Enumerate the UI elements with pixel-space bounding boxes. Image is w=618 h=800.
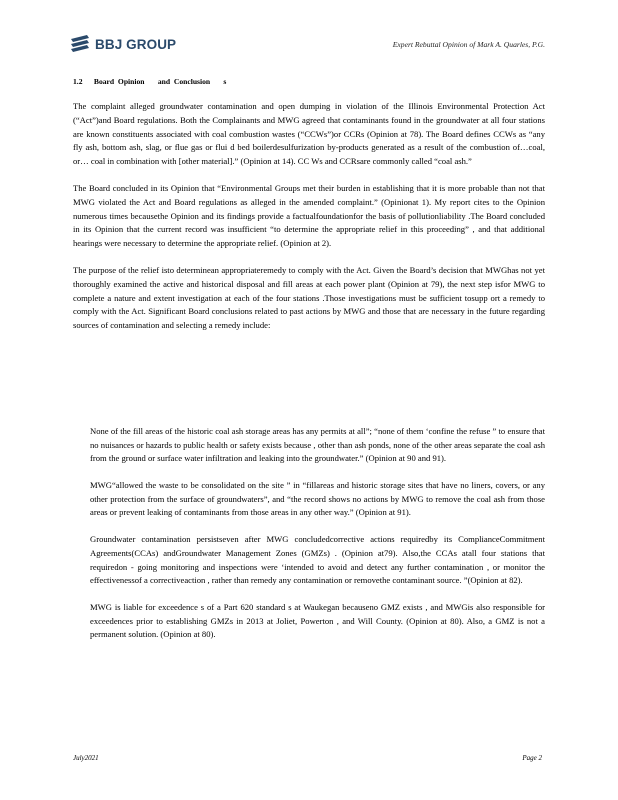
- paragraph: The purpose of the relief isto determinean appropriateremedy to comply with the Act. Given the Board’s decision that MWGhas not yet thoroughly examined the active and historical disposal and fill areas at each power plant (Opinion at 79), the next step isfor MWG to complete a nature and extent investigation at each of the four stations .Those investigations must be sufficient tosupp ort a remedy to comply with the Act. Significant Board conclusions related to past actions by MWG and those that are necessary in the future regarding sources of contamination and selecting a remedy include:: [73, 264, 545, 331]
- list-item: [73, 601, 545, 642]
- paragraph: The Board concluded in its Opinion that “Environmental Groups met their burden in establishing that it is more probable than not that MWG violated the Act and Board regulations as alleged in the amended complaint.” (Opinionat 1). My report cites to the Opinion numerous times becausethe Opinion and its findings provide a factualfoundationfor the basis of pollutionliability .The Board concluded in its Opinion that the current record was insufficient “to determine the appropriate relief in this proceeding” , and that additional hearings were necessary to determine the appropriate relief. (Opinion at 2).: [73, 182, 545, 249]
- list-item: [73, 425, 545, 466]
- section-heading: 1.2 Board Opinion and Conclusion s: [73, 77, 227, 86]
- bullet-glyph-icon: [73, 479, 90, 520]
- bullet-list: [73, 425, 545, 655]
- logo-text: BBJ GROUP: [95, 36, 177, 52]
- paragraph: The complaint alleged groundwater contamination and open dumping in violation of the Illinois Environmental Protection Act (“Act”)and Board regulations. Both the Complainants and MWG agreed that contaminants found in the groundwater at all four stations are known constituents associated with coal combustion wastes (“CCWs”)or CCRs (Opinion at 78). The Board defines CCWs as “any fly ash, bottom ash, slag, or flue gas or flui d bed boilerdesulfurization by-products generated as a result of the combustion of…coal, or… coal in combination with [other material].” (Opinion at 14). CC Ws and CCRsare commonly called “coal ash.”: [73, 101, 545, 167]
- bullet-glyph-icon: [73, 601, 90, 642]
- bullet-text: None of the fill areas of the historic coal ash storage areas has any permits at all”; “none of them ‘confine the refuse ” to ensure that no nuisances or hazards to public health or safety exists because , other than ash ponds, none of the other areas separate the coal ash from the ground or surface water infiltration and leaking into the groundwater.” (Opinion at 90 and 91).: [90, 426, 545, 464]
- company-logo: [70, 34, 176, 54]
- list-item: [73, 533, 545, 587]
- bullet-text: MWG“allowed the waste to be consolidated on the site ” in “fillareas and historic storage sites that have no liners, covers, or any other protection from the surface of groundwaters”, and “the record shows no actions by MWG to remove the coal ash from those areas or prevent leaking of contaminants from those areas in any other way.” (Opinion at 91).: [90, 480, 545, 518]
- bullet-glyph-icon: [73, 533, 90, 587]
- bullet-glyph-icon: [73, 425, 90, 466]
- document-title: Expert Rebuttal Opinion of Mark A. Quarles, P.G.: [392, 40, 545, 49]
- page-number: Page 2: [522, 754, 542, 762]
- bullet-text: MWG is liable for exceedence s of a Part 620 standard s at Waukegan becauseno GMZ exists , and MWGis also responsible for exceedences prior to establishing GMZs in 2013 at Joliet, Powerton , and Will County. (Opinion at 80). Also, a GMZ is not a permanent solution. (Opinion at 80).: [90, 602, 545, 640]
- list-item: [73, 479, 545, 520]
- body-text: [73, 100, 545, 346]
- footer-date: July2021: [73, 754, 99, 762]
- bullet-text: Groundwater contamination persistseven after MWG concludedcorrective actions requiredby its ComplianceCommitment Agreements(CCAs) andGroundwater Management Zones (GMZs) . (Opinion at79). Also,the CCAs atall four stations that requiredon - going monitoring and inspections were ‘intended to avoid and detect any further contamination , or monitor the effectivenessof a correctiveaction , rather than remedy any contamination or removethe contaminant source. ”(Opinion at 82).: [90, 534, 545, 586]
- bbj-logo-icon: [70, 34, 92, 54]
